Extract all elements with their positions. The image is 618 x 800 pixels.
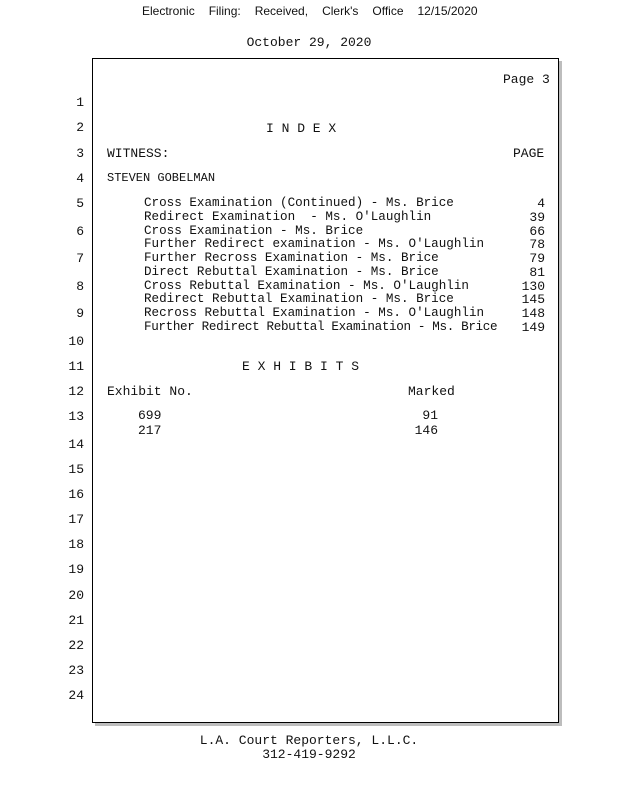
line-number: 14	[68, 437, 84, 452]
examination-page: 4	[537, 196, 545, 211]
marked-column-label: Marked	[408, 384, 455, 399]
line-number: 8	[76, 279, 84, 294]
examination-label: Further Recross Examination - Ms. Brice	[144, 251, 439, 265]
examination-page: 149	[521, 320, 545, 335]
line-number: 1	[76, 95, 84, 110]
line-number: 12	[68, 384, 84, 399]
line-number: 4	[76, 171, 84, 186]
examination-page: 148	[521, 306, 545, 321]
examination-label: Cross Examination (Continued) - Ms. Brice	[144, 196, 454, 210]
examination-label: Direct Rebuttal Examination - Ms. Brice	[144, 265, 439, 279]
line-number: 19	[68, 562, 84, 577]
filing-word: Filing:	[208, 4, 241, 18]
exhibit-number: 699	[138, 408, 162, 423]
line-number: 17	[68, 512, 84, 527]
line-number: 23	[68, 663, 84, 678]
witness-name: STEVEN GOBELMAN	[107, 171, 216, 185]
examination-page: 66	[529, 224, 545, 239]
filing-stamp	[142, 4, 478, 18]
exhibit-number: 217	[138, 423, 162, 438]
examination-page: 78	[529, 237, 545, 252]
line-number: 2	[76, 120, 84, 135]
reporter-phone: 312-419-9292	[262, 747, 356, 762]
examination-label: Further Redirect Rebuttal Examination - Ms. Brice	[144, 320, 498, 334]
line-number: 18	[68, 537, 84, 552]
line-number: 13	[68, 409, 84, 424]
examination-page: 79	[529, 251, 545, 266]
examination-page: 39	[529, 210, 545, 225]
examination-label: Recross Rebuttal Examination - Ms. O'Laughlin	[144, 306, 485, 320]
line-number: 6	[76, 224, 84, 239]
line-number: 15	[68, 462, 84, 477]
line-number: 22	[68, 638, 84, 653]
filing-word: Received,	[254, 4, 309, 18]
hearing-date: October 29, 2020	[246, 35, 372, 50]
reporter-company: L.A. Court Reporters, L.L.C.	[199, 733, 419, 748]
page-column-label: PAGE	[513, 146, 545, 161]
line-number: 10	[68, 334, 84, 349]
line-number: 20	[68, 588, 84, 603]
line-number: 11	[68, 359, 84, 374]
examination-label: Cross Examination - Ms. Brice	[144, 224, 364, 238]
examination-label: Redirect Rebuttal Examination - Ms. Brice	[144, 292, 454, 306]
line-number: 5	[76, 196, 84, 211]
filing-word: Clerk's	[322, 4, 359, 18]
line-number: 16	[68, 487, 84, 502]
line-number: 24	[68, 688, 84, 703]
filing-word: Electronic	[142, 4, 195, 18]
filing-word: Office	[372, 4, 404, 18]
exhibit-column-label: Exhibit No.	[107, 384, 193, 399]
page-label: Page 3	[503, 72, 550, 87]
line-number: 21	[68, 613, 84, 628]
examination-page: 130	[521, 279, 545, 294]
filing-date: 12/15/2020	[417, 4, 478, 18]
index-title: I N D E X	[266, 121, 337, 136]
examination-label: Redirect Examination - Ms. O'Laughlin	[144, 210, 432, 224]
examination-page: 81	[529, 265, 545, 280]
line-number: 7	[76, 251, 84, 266]
line-number: 9	[76, 306, 84, 321]
examination-label: Cross Rebuttal Examination - Ms. O'Laughlin	[144, 279, 469, 293]
exhibits-title: E X H I B I T S	[242, 359, 360, 374]
exhibit-marked-page: 146	[414, 423, 438, 438]
line-number: 3	[76, 146, 84, 161]
exhibit-marked-page: 91	[422, 408, 438, 423]
witness-label: WITNESS:	[107, 146, 170, 161]
examination-page: 145	[521, 292, 545, 307]
examination-label: Further Redirect examination - Ms. O'Laughlin	[144, 237, 485, 251]
